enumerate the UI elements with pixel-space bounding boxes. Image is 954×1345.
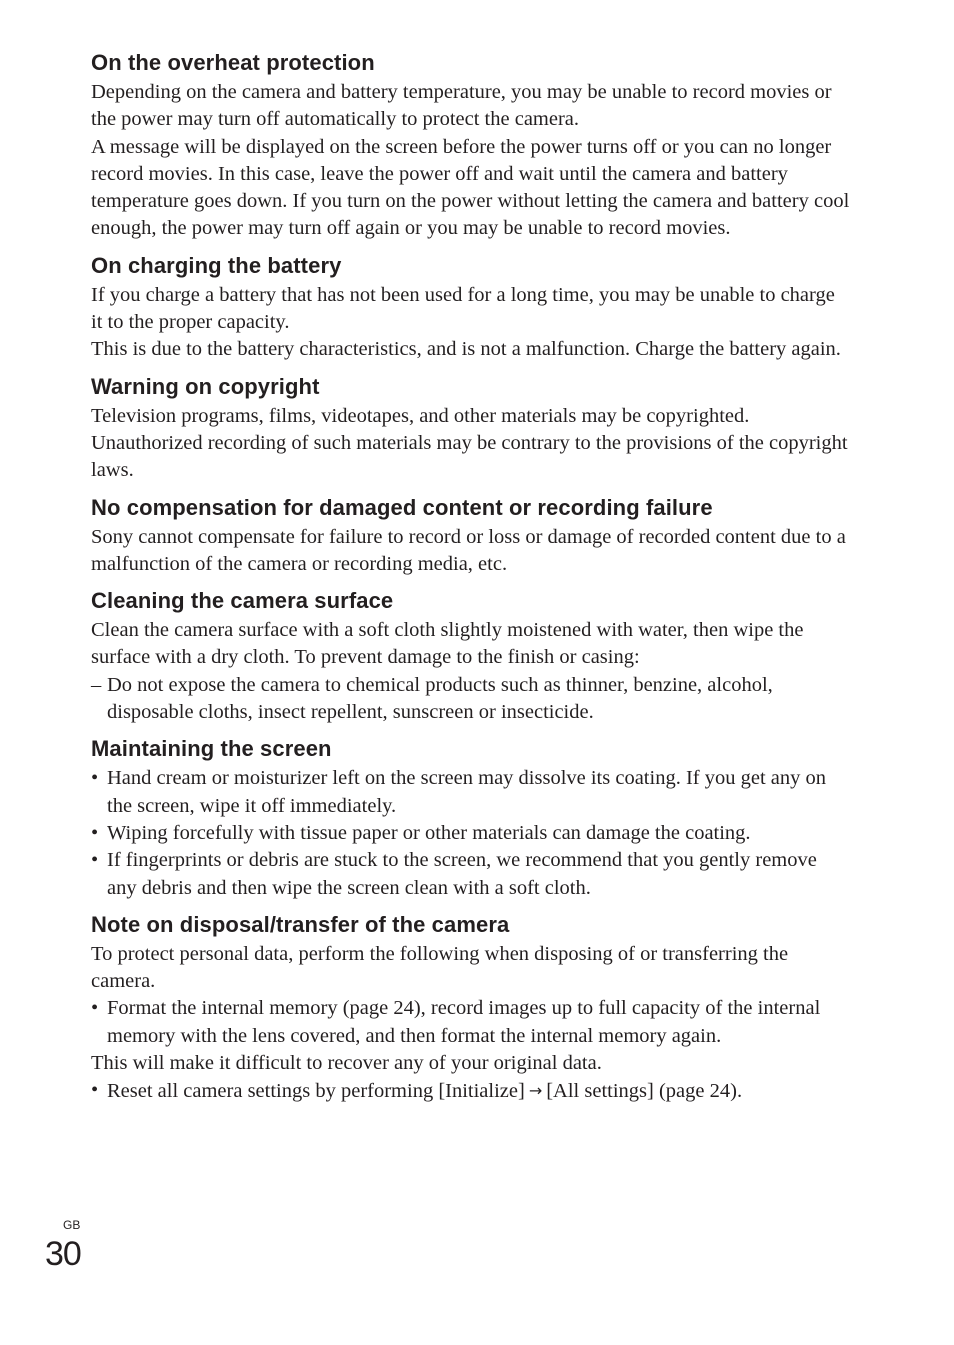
list-item-text: [All settings] (page 24). — [546, 1080, 743, 1103]
dash-list-item — [91, 672, 851, 727]
bullet-mark: • — [91, 821, 99, 844]
manual-page-content — [91, 49, 851, 1106]
bullet-mark: • — [91, 767, 99, 790]
section-disposal-transfer — [91, 911, 851, 1106]
body-paragraph: To protect personal data, perform the following when disposing of or transferring the camera. — [91, 942, 789, 993]
section-heading: Note on disposal/transfer of the camera — [91, 911, 510, 937]
section-heading: Maintaining the screen — [91, 736, 332, 762]
body-paragraph: Clean the camera surface with a soft cloth slightly moistened with water, then wipe the surface with a dry cloth. To prevent damage to the finish or casing: — [91, 619, 804, 669]
bullet-list-item — [91, 765, 851, 820]
bullet-list-item — [91, 820, 851, 847]
list-item-text: Format the internal memory (page 24), record images up to full capacity of the internal memory with the lens covered, and then format the internal memory again. — [107, 997, 821, 1047]
body-paragraph: Television programs, films, videotapes, and other materials may be copyrighted. Unauthorized recording of such materials may be contrary to the provisions of the copyright laws. — [91, 404, 848, 482]
section-no-compensation — [91, 494, 851, 579]
bullet-mark: • — [91, 1079, 99, 1102]
section-heading: On charging the battery — [91, 252, 342, 278]
section-warning-copyright — [91, 373, 851, 485]
list-item-text: Reset all camera settings by performing [Initialize] — [107, 1080, 525, 1103]
body-paragraph: This is due to the battery characteristics, and is not a malfunction. Charge the battery again. — [91, 338, 841, 361]
arrow-right-icon: → — [528, 1081, 543, 1101]
dash-mark: – — [91, 673, 102, 696]
section-heading: Warning on copyright — [91, 373, 320, 399]
body-paragraph: Depending on the camera and battery temperature, you may be unable to record movies or the power may turn off automatically to protect the camera. — [91, 81, 832, 131]
list-item-text: Hand cream or moisturizer left on the screen may dissolve its coating. If you get any on the screen, wipe it off immediately. — [107, 767, 826, 817]
section-heading: On the overheat protection — [91, 50, 375, 75]
section-heading: No compensation for damaged content or recording failure — [91, 494, 713, 520]
body-paragraph: If you charge a battery that has not been used for a long time, you may be unable to charge it to the proper capacity. — [91, 283, 835, 334]
body-paragraph: This will make it difficult to recover any of your original data. — [91, 1052, 602, 1075]
region-code: GB — [63, 1218, 81, 1232]
bullet-mark: • — [91, 997, 99, 1020]
section-heading: Cleaning the camera surface — [91, 588, 394, 614]
bullet-list-item — [91, 995, 851, 1050]
list-item-text: If fingerprints or debris are stuck to the screen, we recommend that you gently remove any debris and then wipe the screen clean with a soft cloth. — [107, 849, 817, 899]
section-maintaining-screen — [91, 735, 851, 901]
body-paragraph: A message will be displayed on the screen before the power turns off or you can no longer record movies. In this case, leave the power off and wait until the camera and battery temperature goes down. If you turn on the power without letting the camera and battery cool enough, the power may turn off again or you may be unable to record movies. — [91, 135, 850, 240]
body-paragraph: Sony cannot compensate for failure to record or loss or damage of recorded content due to a malfunction of the camera or recording media, etc. — [91, 525, 846, 575]
section-charging-battery — [91, 252, 851, 364]
section-cleaning-surface — [91, 587, 851, 726]
bullet-list-item — [91, 847, 851, 902]
bullet-list-item — [91, 1077, 851, 1105]
list-item-text: Do not expose the camera to chemical products such as thinner, benzine, alcohol, disposable cloths, insect repellent, sunscreen or insecticide. — [107, 673, 773, 724]
bullet-mark: • — [91, 849, 99, 872]
list-item-text: Wiping forcefully with tissue paper or other materials can damage the coating. — [107, 821, 751, 844]
page-number: 30 — [45, 1235, 81, 1273]
section-overheat-protection — [91, 49, 851, 243]
